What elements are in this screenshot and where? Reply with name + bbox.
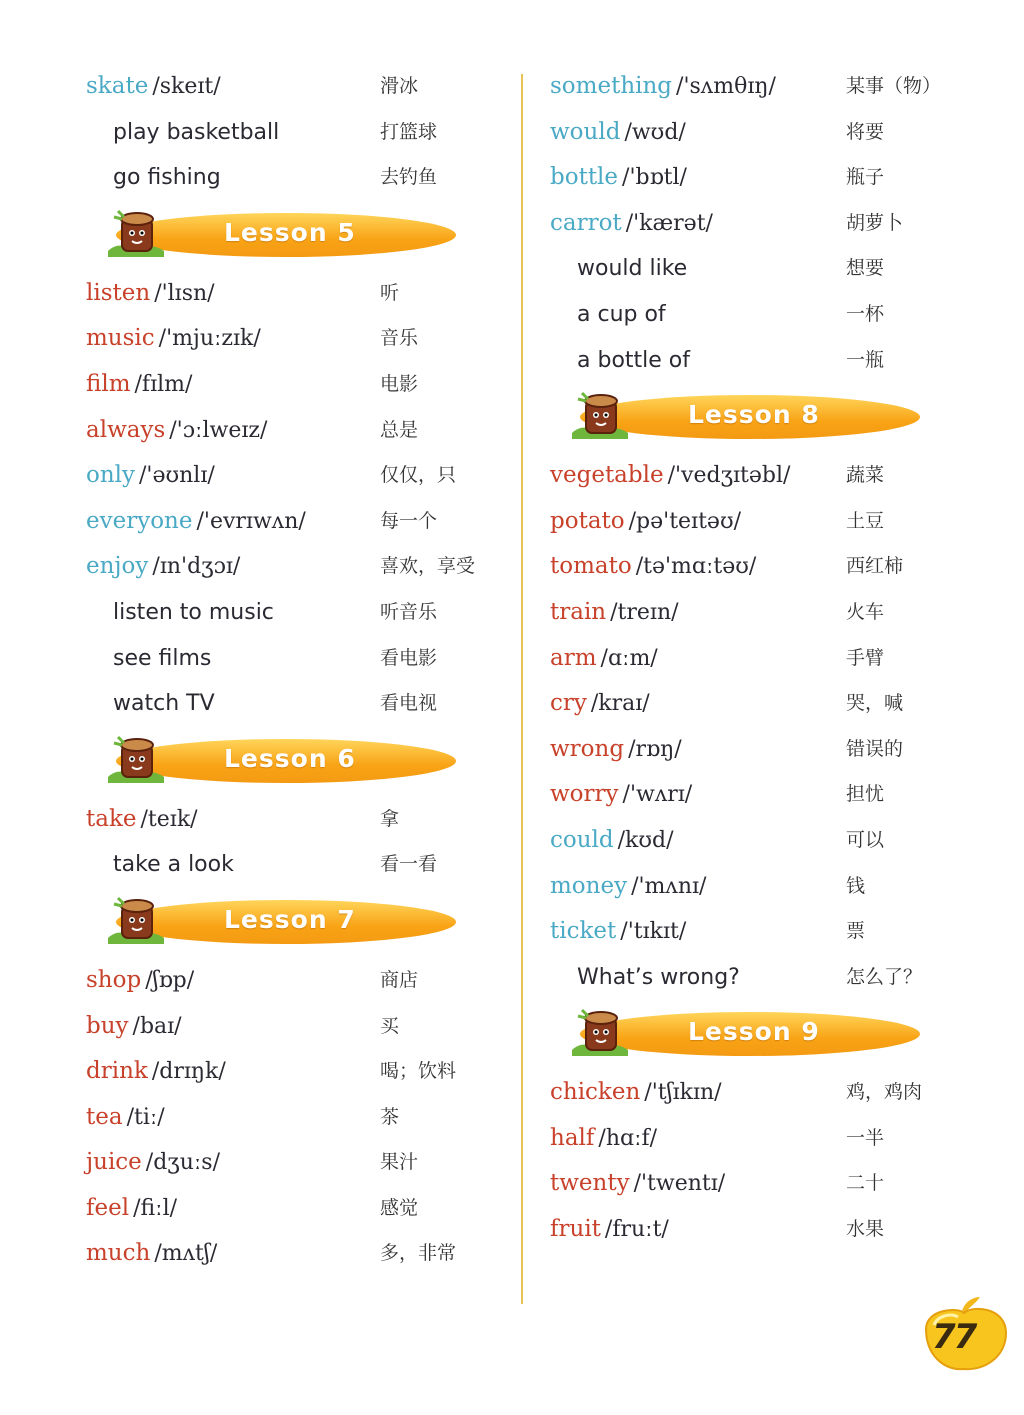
chinese-meaning: 买 [380,1014,400,1037]
tree-stump-mascot-icon [570,1000,630,1060]
phonetic: /ɑːm/ [600,645,658,671]
phonetic: /mʌtʃ/ [154,1241,218,1267]
phrase-text: watch TV [113,691,215,717]
phrase-text: take a look [113,852,234,878]
left-vocab-column [86,64,506,1277]
phonetic: /wʊd/ [624,119,686,145]
chinese-meaning: 感觉 [380,1196,419,1219]
vocab-word: cry [550,690,587,717]
lesson-title: Lesson 7 [224,904,356,934]
vocab-word-row [550,1116,970,1162]
vocab-phrase-row [86,842,506,888]
vocab-word: everyone [86,507,193,534]
chinese-meaning: 果汁 [380,1151,419,1174]
vocab-word-row [86,64,506,110]
vocab-word-row [550,155,970,201]
vocab-word: buy [86,1012,129,1039]
vocab-word: potato [550,507,625,534]
phonetic: /'wʌrɪ/ [622,782,693,808]
chinese-meaning: 听音乐 [380,600,438,623]
chinese-meaning: 担忧 [846,783,885,806]
phrase-text: a cup of [577,301,666,327]
phrase-text: listen to music [113,599,274,625]
chinese-meaning: 胡萝卜 [846,211,904,234]
chinese-meaning: 总是 [380,418,419,441]
lesson-banner [550,383,970,453]
tree-stump-mascot-icon [570,383,630,443]
vocab-word: shop [86,966,142,993]
chinese-meaning: 土豆 [846,509,885,532]
vocab-phrase-row [550,292,970,338]
vocab-word-row [550,727,970,773]
vocab-word-row [86,316,506,362]
chinese-meaning: 滑冰 [380,75,419,97]
vocab-word: drink [86,1058,148,1085]
phrase-text: go fishing [113,165,221,191]
vocab-word-row [550,590,970,636]
vocab-phrase-row [86,590,506,636]
vocab-word: ticket [550,918,617,945]
vocab-word-row [86,958,506,1004]
phonetic: /'tʃɪkɪn/ [644,1080,722,1106]
phonetic: /tə'mɑːtəʊ/ [635,554,757,580]
vocab-word: wrong [550,735,625,762]
vocab-word-row [86,499,506,545]
page-number: 77 [932,1317,976,1357]
right-vocab-column [550,64,970,1253]
tree-stump-mascot-icon [106,727,166,787]
chinese-meaning: 钱 [846,874,866,897]
vocab-word-row [550,544,970,590]
vocab-phrase-row [550,955,970,1001]
vocab-word: take [86,805,137,832]
chinese-meaning: 蔬菜 [846,464,885,487]
phrase-text: play basketball [113,119,280,145]
vocab-word: always [86,416,166,443]
lesson-banner-shape [116,739,456,783]
chinese-meaning: 看一看 [380,853,438,876]
lesson-banner-shape [116,213,456,257]
chinese-meaning: 票 [846,920,866,943]
lesson-banner [86,201,506,271]
chinese-meaning: 拿 [380,807,400,830]
vocab-word: juice [86,1149,142,1176]
chinese-meaning: 看电视 [380,692,438,715]
vocab-word-row [86,1231,506,1277]
vocab-phrase-row [86,681,506,727]
chinese-meaning: 每一个 [380,509,438,532]
chinese-meaning: 瓶子 [846,166,885,189]
vocab-word: arm [550,644,597,671]
vocab-word: listen [86,279,151,306]
chinese-meaning: 喜欢，享受 [380,555,476,578]
vocab-word-row [550,453,970,499]
vocab-word: enjoy [86,553,149,580]
phonetic: /'twentɪ/ [633,1171,726,1197]
vocab-word-row [550,772,970,818]
vocab-word-row [550,201,970,247]
phonetic: /drɪŋk/ [151,1059,226,1085]
phonetic: /rɒŋ/ [628,736,682,762]
chinese-meaning: 电影 [380,372,419,395]
chinese-meaning: 二十 [846,1172,885,1195]
phonetic: /fɪlm/ [134,371,193,397]
vocab-word: much [86,1240,151,1267]
chinese-meaning: 喝；饮料 [380,1060,457,1083]
phrase-text: What’s wrong? [577,964,740,990]
phonetic: /'tɪkɪt/ [620,919,687,945]
chinese-meaning: 鸡，鸡肉 [846,1081,923,1104]
chinese-meaning: 怎么了？ [846,965,923,988]
vocab-word: worry [550,781,619,808]
phonetic: /'mjuːzɪk/ [158,326,261,352]
vocab-word: skate [86,73,149,99]
chinese-meaning: 火车 [846,600,885,623]
phonetic: /ʃɒp/ [145,967,195,993]
phonetic: /treɪn/ [610,599,679,625]
tree-stump-mascot-icon [106,201,166,261]
phonetic: /'bɒtl/ [622,165,687,191]
phonetic: /'lɪsn/ [154,280,215,306]
vocab-word: fruit [550,1216,601,1243]
column-divider [521,74,523,1304]
chinese-meaning: 想要 [846,257,885,280]
vocab-word-row [86,797,506,843]
vocab-word: feel [86,1194,130,1221]
vocab-word: vegetable [550,462,664,489]
phonetic: /teɪk/ [140,806,198,832]
vocab-word-row [86,1095,506,1141]
vocab-word-row [550,110,970,156]
phonetic: /pə'teɪtəʊ/ [628,508,741,534]
phonetic: /'vedʒɪtəbl/ [667,463,791,489]
chinese-meaning: 去钓鱼 [380,166,438,189]
vocab-phrase-row [550,338,970,384]
phonetic: /kʊd/ [617,827,674,853]
phonetic: /skeɪt/ [152,74,221,99]
chinese-meaning: 茶 [380,1105,400,1128]
phrase-text: a bottle of [577,347,690,373]
phonetic: /'evrɪwʌn/ [196,508,306,534]
lesson-banner-shape [580,1012,920,1056]
vocab-word: film [86,370,131,397]
vocab-word: something [550,73,673,99]
phonetic: /'ɔːlweɪz/ [169,417,268,443]
vocab-word: half [550,1124,595,1151]
chinese-meaning: 西红柿 [846,555,904,578]
vocab-word: tomato [550,553,632,580]
lesson-banner-shape [580,395,920,439]
phonetic: /ɪn'dʒɔɪ/ [152,554,241,580]
lesson-title: Lesson 5 [224,217,356,247]
vocab-word-row [86,453,506,499]
vocab-word-row [550,499,970,545]
phrase-text: see films [113,645,212,671]
phonetic: /hɑːf/ [598,1125,658,1151]
phonetic: /baɪ/ [132,1013,182,1039]
vocab-word-row [86,1049,506,1095]
vocab-word-row [550,681,970,727]
vocab-phrase-row [86,110,506,156]
phonetic: /'sʌmθɪŋ/ [676,74,776,99]
vocab-phrase-row [550,246,970,292]
chinese-meaning: 商店 [380,968,419,991]
chinese-meaning: 可以 [846,828,885,851]
vocab-phrase-row [86,636,506,682]
chinese-meaning: 一半 [846,1126,885,1149]
vocab-word: would [550,118,621,145]
vocab-word-row [550,64,970,110]
phrase-text: would like [577,256,688,282]
vocab-word: carrot [550,209,622,236]
vocab-phrase-row [86,155,506,201]
phonetic: /'mʌnɪ/ [631,873,707,899]
phonetic: /'əʊnlɪ/ [139,463,215,489]
phonetic: /kraɪ/ [590,691,650,717]
vocab-word-row [550,1207,970,1253]
vocab-word: twenty [550,1170,630,1197]
phonetic: /tiː/ [126,1104,165,1130]
vocab-word-row [86,1140,506,1186]
chinese-meaning: 一瓶 [846,348,885,371]
lesson-title: Lesson 8 [688,400,820,430]
vocab-word-row [86,544,506,590]
page-number-badge [918,1295,1010,1375]
chinese-meaning: 音乐 [380,327,419,350]
vocab-word-row [550,864,970,910]
phonetic: /'kærət/ [625,210,713,236]
lesson-banner [86,727,506,797]
vocab-word: money [550,872,628,899]
vocab-word: chicken [550,1079,641,1106]
chinese-meaning: 哭，喊 [846,692,904,715]
vocab-word: tea [86,1103,123,1130]
lesson-banner [550,1000,970,1070]
vocab-word-row [550,818,970,864]
lesson-banner-shape [116,900,456,944]
tree-stump-mascot-icon [106,888,166,948]
vocab-word-row [550,1070,970,1116]
vocab-word-row [550,636,970,682]
lesson-title: Lesson 9 [688,1017,820,1047]
vocab-word: bottle [550,164,619,191]
vocab-word-row [550,1161,970,1207]
vocab-word-row [86,408,506,454]
vocab-word-row [86,1186,506,1232]
vocab-word-row [86,362,506,408]
phonetic: /dʒuːs/ [145,1150,220,1176]
chinese-meaning: 看电影 [380,646,438,669]
chinese-meaning: 听 [380,281,400,304]
chinese-meaning: 某事（物） [846,75,942,97]
vocab-word: only [86,462,136,489]
vocab-word-row [86,271,506,317]
lesson-banner [86,888,506,958]
chinese-meaning: 手臂 [846,646,885,669]
lesson-title: Lesson 6 [224,743,356,773]
chinese-meaning: 水果 [846,1218,885,1241]
phonetic: /fruːt/ [604,1217,669,1243]
chinese-meaning: 一杯 [846,302,885,325]
vocab-word: train [550,598,607,625]
vocab-word: could [550,826,614,853]
chinese-meaning: 错误的 [846,737,904,760]
vocab-word: music [86,325,155,352]
chinese-meaning: 打篮球 [380,120,438,143]
phonetic: /fiːl/ [133,1195,178,1221]
vocab-word-row [550,909,970,955]
chinese-meaning: 多，非常 [380,1242,457,1265]
chinese-meaning: 仅仅，只 [380,464,457,487]
vocab-word-row [86,1004,506,1050]
chinese-meaning: 将要 [846,120,885,143]
